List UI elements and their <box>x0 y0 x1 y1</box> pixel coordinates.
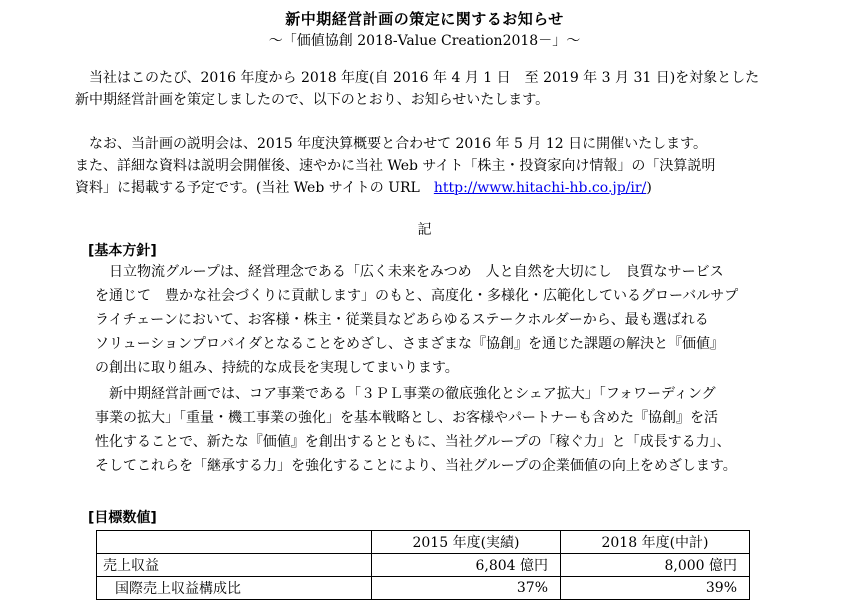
policy-p1-line-4: ソリューションプロバイダとなることをめざし、さまざまな『協創』を通じた課題の解決と『価値』 <box>95 336 725 352</box>
policy-p1-line-1: 日立物流グループは、経営理念である「広く未来をみつめ 人と自然を大切にし 良質なサービス <box>109 264 724 280</box>
ir-website-link[interactable]: http://www.hitachi-hb.co.jp/ir/ <box>433 180 647 196</box>
notice-line-2: また、詳細な資料は説明会開催後、速やかに当社 Web サイト「株主・投資家向け情報」の「決算説明 <box>75 158 716 174</box>
table-row <box>97 554 750 577</box>
row-plan: 8,000 億円 <box>561 554 750 577</box>
row-plan: 39% <box>561 577 750 600</box>
notice-line-3 <box>75 177 795 199</box>
policy-p2-line-2: 事業の拡大」「重量・機工事業の強化」を基本戦略とし、お客様やパートナーも含めた『協創』を活 <box>95 410 718 426</box>
row-label: 国際売上収益構成比 <box>97 577 372 600</box>
row-actual: 37% <box>372 577 561 600</box>
row-actual: 6,804 億円 <box>372 554 561 577</box>
intro-line-1: 当社はこのたび、2016 年度から 2018 年度(自 2016 年 4 月 1 日 至 2019 年 3 月 31 日)を対象とした <box>89 70 760 86</box>
document-subtitle: ～「価値協創 2018-Value Creation2018－」～ <box>268 33 581 49</box>
policy-p2-line-1: 新中期経営計画では、コア事業である「３ＰＬ事業の徹底強化とシェア拡大」「フォワーディング <box>109 386 716 402</box>
table-header-row <box>97 531 750 554</box>
policy-paragraph-2 <box>95 382 785 478</box>
intro-paragraph <box>75 67 795 111</box>
header-cell-label <box>97 531 372 554</box>
notice-line-3-prefix: 資料」に掲載する予定です。(当社 Web サイトの URL <box>75 180 434 196</box>
policy-p1-line-3: ライチェーンにおいて、お客様・株主・従業員などあらゆるステークホルダーから、最も選ばれる <box>95 312 709 328</box>
row-label: 売上収益 <box>97 554 372 577</box>
policy-p1-line-5: の創出に取り組み、持続的な成長を実現してまいります。 <box>95 360 459 376</box>
policy-p1-line-2: を通じて 豊かな社会づくりに貢献します」のもと、高度化・多様化・広範化しているグローバルサプ <box>95 288 739 304</box>
policy-p2-line-3: 性化することで、新たな『価値』を創出するとともに、当社グループの「稼ぐ力」と「成長する力」、 <box>95 434 731 450</box>
table-row <box>97 577 750 600</box>
policy-heading: [基本方針] <box>88 243 157 259</box>
notice-line-1: なお、当計画の説明会は、2015 年度決算概要と合わせて 2016 年 5 月 12 日に開催いたします。 <box>89 136 708 152</box>
document-title: 新中期経営計画の策定に関するお知らせ <box>285 10 564 28</box>
policy-paragraph-1 <box>95 260 785 380</box>
ki-marker: 記 <box>417 222 432 238</box>
notice-line-3-suffix: ) <box>646 180 652 196</box>
notice-paragraph <box>75 133 795 199</box>
header-cell-actual: 2015 年度(実績) <box>372 531 561 554</box>
targets-heading: [目標数値] <box>88 510 157 526</box>
header-cell-plan: 2018 年度(中計) <box>561 531 750 554</box>
policy-p2-line-4: そしてこれらを「継承する力」を強化することにより、当社グループの企業価値の向上をめざします。 <box>95 458 737 474</box>
targets-table <box>96 530 750 600</box>
intro-line-2: 新中期経営計画を策定しましたので、以下のとおり、お知らせいたします。 <box>75 92 550 108</box>
